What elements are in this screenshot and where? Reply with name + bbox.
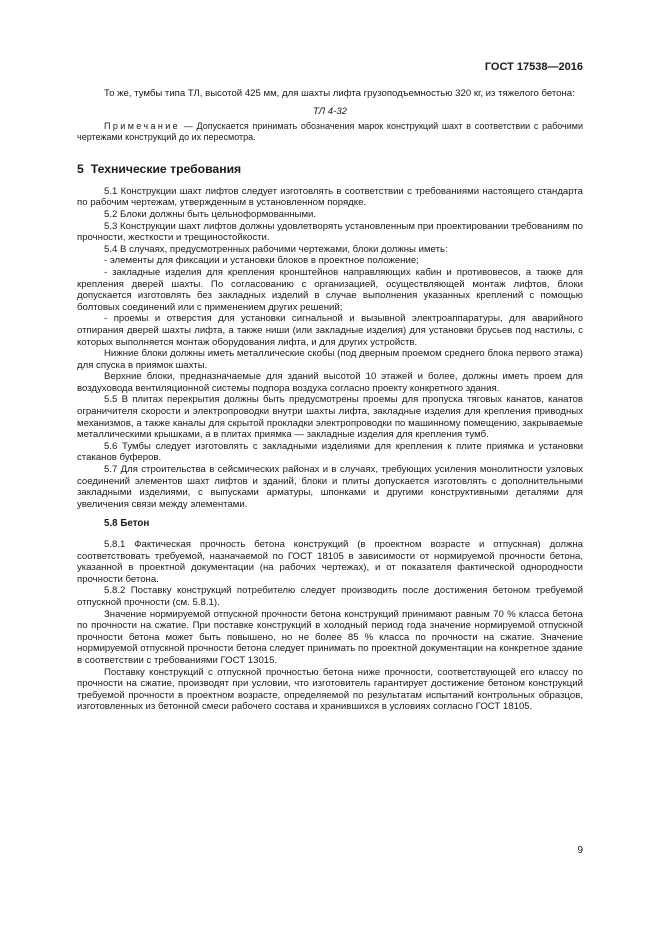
clause-5-6: 5.6 Тумбы следует изготовлять с закладными изделиями для крепления к плите приямка и установки стаканов буферов. [77,440,583,464]
document-code: ГОСТ 17538—2016 [484,61,583,73]
clause-5-3: 5.3 Конструкции шахт лифтов должны удовлетворять установленным при проектировании требованиям по прочности, жесткости и трещиностойкости. [77,220,583,244]
clause-5-7: 5.7 Для строительства в сейсмических районах и в случаях, требующих усиления монолитности узловых соединений элементов шахт лифтов и зданий, блоки и плиты допускается изготовлять с дополнительными закладными изделиями, с выпусками арматуры, шпонками и другими конструктивными деталями для увеличения связи между элементами. [77,464,583,510]
paragraph-supply-conditions: Поставку конструкций с отпускной прочностью бетона ниже прочности, соответствующей его классу по прочности на сжатие, производят при условии, что изготовитель гарантирует достижение бетоном конструкций требуемой прочности в проектном возрасте, определяемой по результатам испытаний контрольных образцов, изготовленных из бетонной смеси рабочего состава и хранившихся в условиях согласно ГОСТ 18105. [77,666,583,713]
clause-5-2: 5.2 Блоки должны быть цельноформованными. [104,208,317,220]
list-item: - проемы и отверстия для установки сигнальной и вызывной электроаппаратуры, для аварийного отпирания дверей шахты лифта, а также ниши (или закладные изделия) для установки брусьев под настилы, с которых выполняется монтаж оборудования лифта, и для других устройств. [77,313,583,348]
list-item: - элементы для фиксации и установки блоков в проектное положение; [104,255,419,267]
section-5-heading [77,164,583,176]
paragraph-normative-strength: Значение нормируемой отпускной прочности бетона конструкций принимают равным 70 % класса бетона по прочности на сжатие. При поставке конструкций в холодный период года значение нормируемой отпускной прочности бетона может быть повышено, но не более 85 % класса по прочности на сжатие. Значение нормируемой отпускной прочности бетона следует принимать по проектной документации на конкретное здание в соответствии с требованиями ГОСТ 13015. [77,608,583,666]
clause-5-4: 5.4 В случаях, предусмотренных рабочими чертежами, блоки должны иметь: [104,243,448,255]
clause-5-8-1: 5.8.1 Фактическая прочность бетона конструкций (в проектном возрасте и отпускная) должна соответствовать требуемой, назначаемой по ГОСТ 18105 в зависимости от нормируемой прочности бетона, указанной в проектной документации (на рабочих чертежах), и от показателя фактической однородности прочности бетона. [77,539,583,585]
subsection-5-8-heading: 5.8 Бетон [104,518,150,530]
intro-paragraph: То же, тумбы типа ТЛ, высотой 425 мм, для шахты лифта грузоподъемностью 320 кг, из тяжелого бетона: [104,88,575,99]
product-code: ТЛ 4-32 [313,105,347,117]
section-title: Технические требования [90,162,242,177]
note [77,121,583,143]
clause-5-1: 5.1 Конструкции шахт лифтов следует изготовлять в соответствии с требованиями настоящего стандарта по рабочим чертежам, утвержденным в установленном порядке. [77,185,583,209]
paragraph-upper-blocks: Верхние блоки, предназначаемые для зданий высотой 10 этажей и более, должны иметь проем для воздуховода вентиляционной системы подпора воздуха согласно проекту конкретного здания. [77,371,583,394]
page-number: 9 [577,845,583,856]
section-number: 5 [77,162,84,177]
clause-5-8-2: 5.8.2 Поставку конструкций потребителю следует производить после достижения бетоном требуемой отпускной прочности (см. 5.8.1). [77,585,583,608]
clause-5-5: 5.5 В плитах перекрытия должны быть предусмотрены проемы для пропуска тяговых канатов, канатов ограничителя скорости и электропроводки внутри шахты лифта, закладные изделия для крепления приводных механизмов, а также каналы для скрытой прокладки электропроводки по машинному помещению, закрываемые металлическими крышками, а в плитах приямка — закладные изделия для крепления тумб. [77,394,583,441]
note-label: Примечание [104,121,181,132]
paragraph-lower-blocks: Нижние блоки должны иметь металлические скобы (под дверным проемом среднего блока первого этажа) для спуска в приямок шахты. [77,348,583,371]
page-body [77,88,583,713]
list-item: - закладные изделия для крепления кронштейнов направляющих кабин и противовесов, а также для крепления дверей шахты. По согласованию с организацией, осуществляющей монтаж лифтов, блоки допускается изготовлять без закладных изделий в случае выполнения указанных креплений с помощью болтовых соединений или с применением других решений; [77,266,583,313]
note-text: — Допускается принимать обозначения марок конструкций шахт в соответствии с рабочими чертежами конструкций до их пересмотра. [77,121,583,143]
